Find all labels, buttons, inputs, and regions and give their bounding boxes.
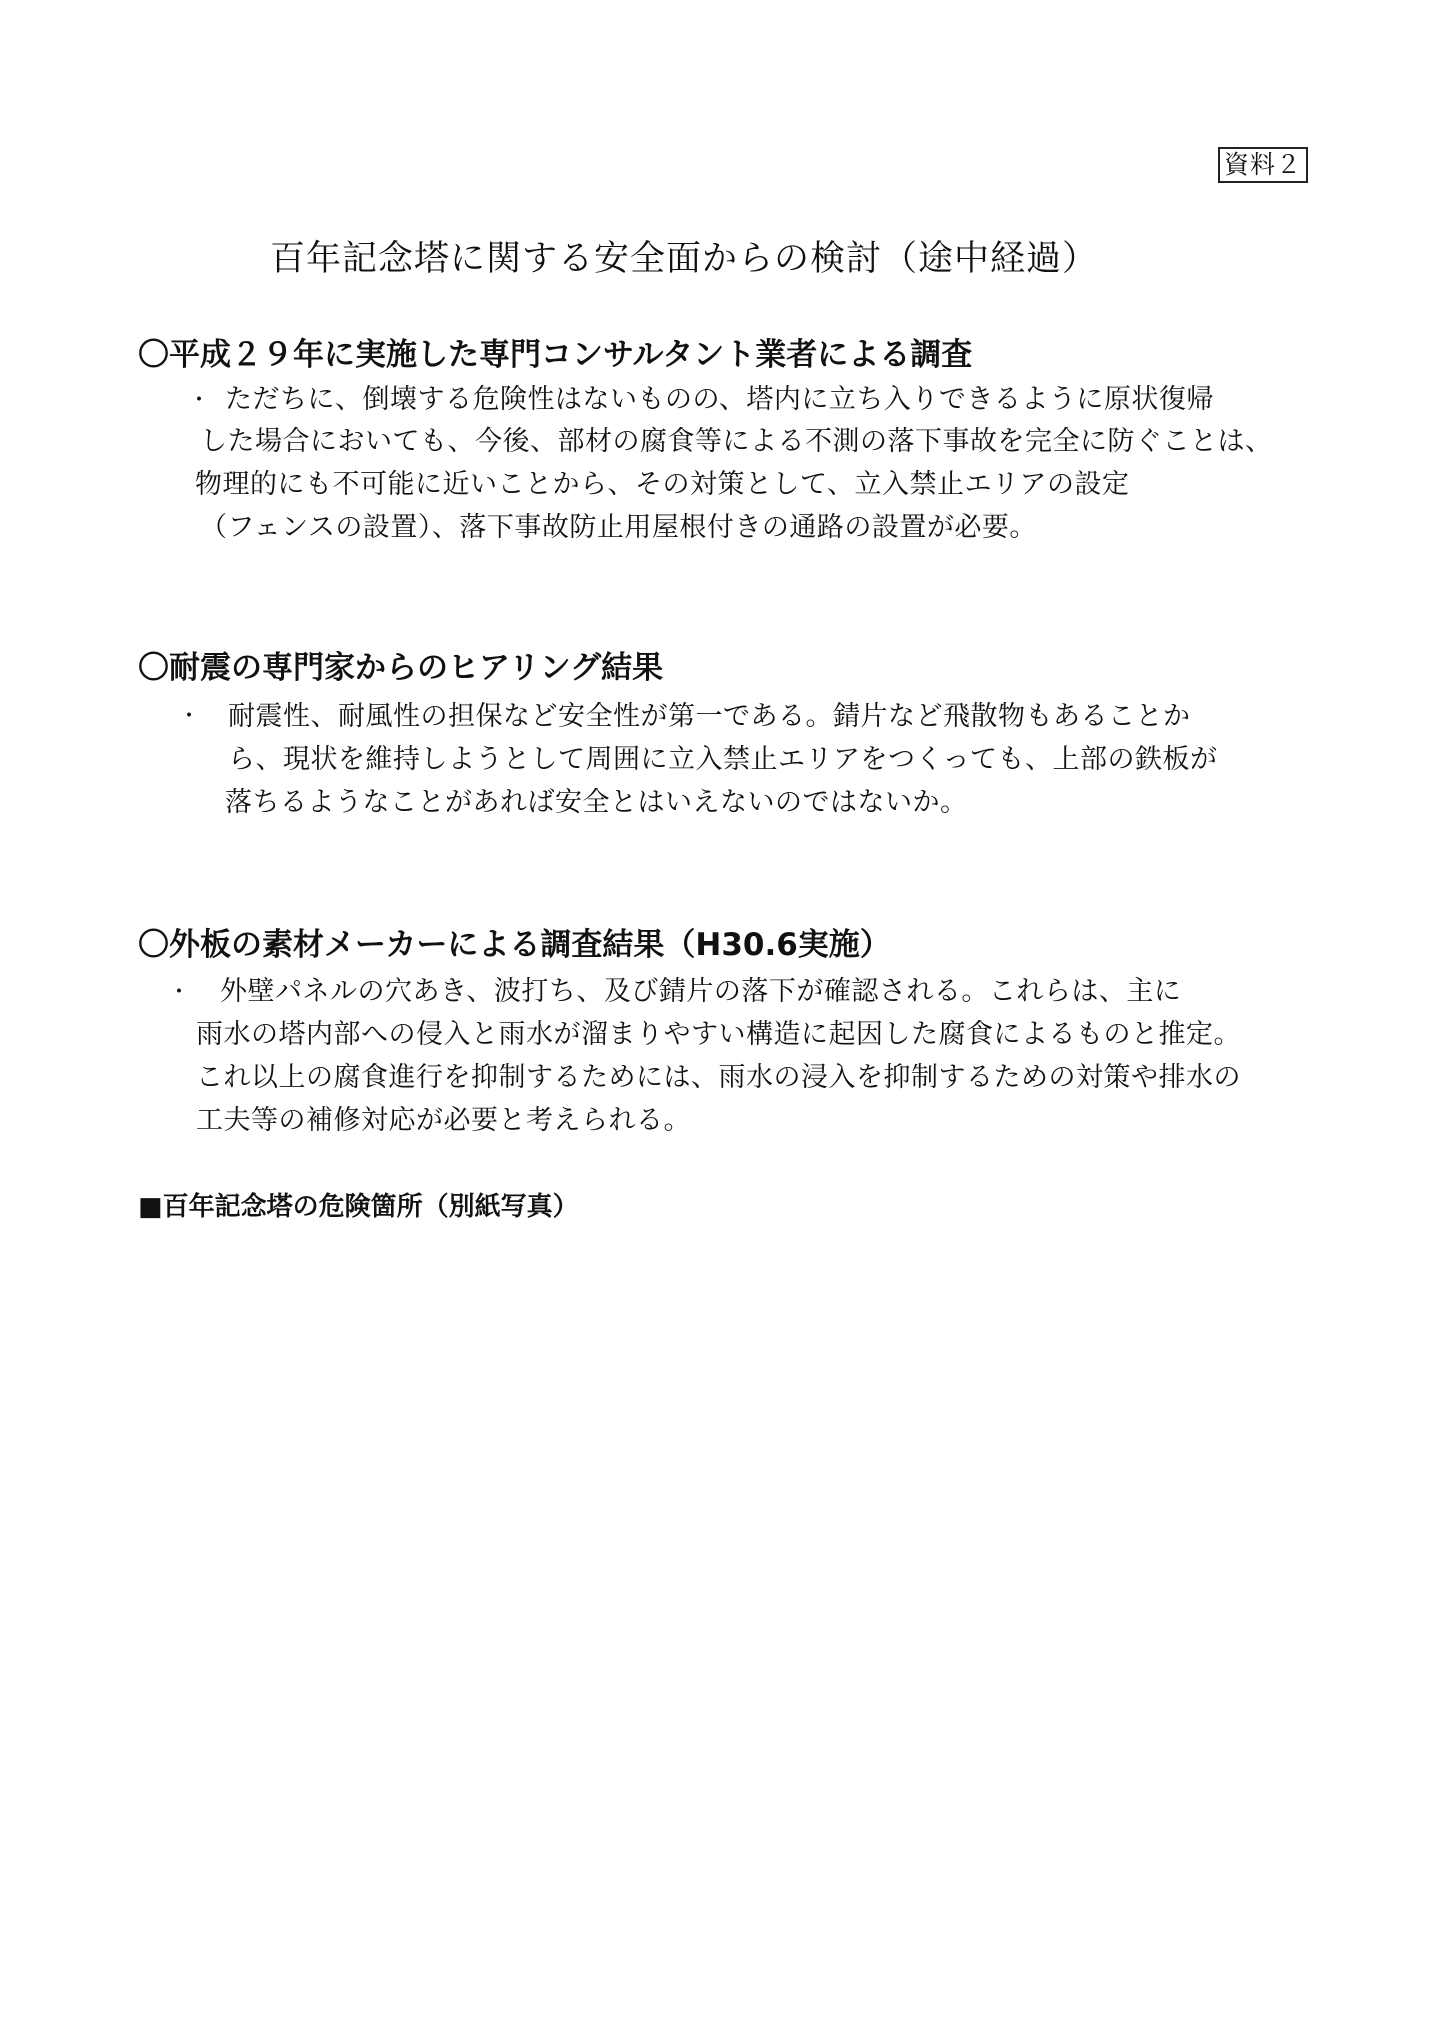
body-line: 落ちるようなことがあれば安全とはいえないのではないか。 <box>225 787 968 818</box>
body-line: これ以上の腐食進行を抑制するためには、雨水の浸入を抑制するための対策や排水の <box>196 1062 1241 1093</box>
document-label: 資料２ <box>1218 147 1308 183</box>
body-line: 雨水の塔内部への侵入と雨水が溜まりやすい構造に起因した腐食によるものと推定。 <box>196 1019 1241 1050</box>
bullet-marker: ・ <box>168 980 191 1005</box>
body-line: 物理的にも不可能に近いことから、その対策として、立入禁止エリアの設定 <box>195 469 1130 500</box>
body-line: した場合においても、今後、部材の腐食等による不測の落下事故を完全に防ぐことは、 <box>200 426 1273 457</box>
section-heading-consultant-survey: 〇平成２９年に実施した専門コンサルタント業者による調査 <box>138 337 973 373</box>
bullet-marker: ・ <box>188 388 211 413</box>
body-line: ただちに、倒壊する危険性はないものの、塔内に立ち入りできるように原状復帰 <box>225 384 1214 415</box>
bullet-marker: ・ <box>178 704 201 729</box>
body-line: 工夫等の補修対応が必要と考えられる。 <box>196 1105 691 1136</box>
body-line: 耐震性、耐風性の担保など安全性が第一である。錆片など飛散物もあることか <box>228 701 1191 732</box>
section-heading-seismic-expert: 〇耐震の専門家からのヒアリング結果 <box>138 650 664 686</box>
photo-reference-note: ■百年記念塔の危険箇所（別紙写真） <box>138 1192 579 1222</box>
body-line: 外壁パネルの穴あき、波打ち、及び錆片の落下が確認される。これらは、主に <box>220 976 1182 1007</box>
section-heading-manufacturer-survey: 〇外板の素材メーカーによる調査結果（H30.6実施） <box>138 927 891 963</box>
body-line: ら、現状を維持しようとして周囲に立入禁止エリアをつくっても、上部の鉄板が <box>228 744 1218 775</box>
body-line: （フェンスの設置）、落下事故防止用屋根付きの通路の設置が必要。 <box>200 512 1037 543</box>
document-title: 百年記念塔に関する安全面からの検討（途中経過） <box>270 239 1099 279</box>
